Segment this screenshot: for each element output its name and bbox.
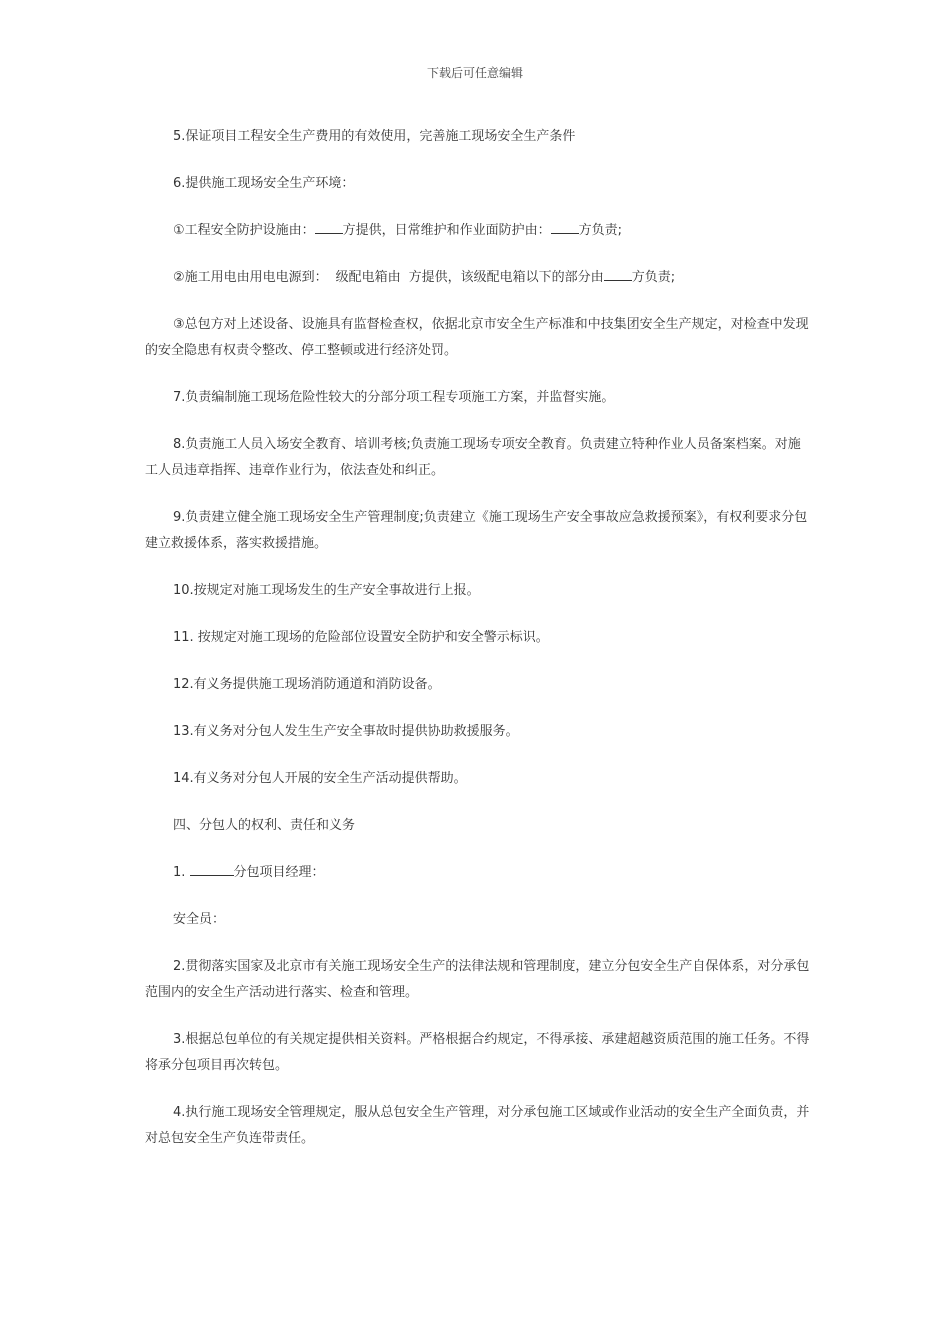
fill-blank xyxy=(604,265,632,281)
section-4-item-3: 3.根据总包单位的有关规定提供相关资料。严格根据合约规定，不得承接、承建超越资质范围的施工任务。不得将承分包项目再次转包。 xyxy=(145,1032,810,1073)
fill-blank xyxy=(551,218,579,234)
paragraph-11: 11. 按规定对施工现场的危险部位设置安全防护和安全警示标识。 xyxy=(173,630,549,645)
page-header: 下载后可任意编辑 xyxy=(426,66,523,80)
section-4-safety-officer: 安全员： xyxy=(173,912,226,927)
paragraph-13: 13.有义务对分包人发生生产安全事故时提供协助救援服务。 xyxy=(173,724,519,739)
paragraph-6a-part1: ①工程安全防护设施由： xyxy=(173,223,315,238)
paragraph-9: 9.负责建立健全施工现场安全生产管理制度;负责建立《施工现场生产安全事故应急救援预案》，有权利要求分包建立救援体系，落实救援措施。 xyxy=(145,510,808,551)
paragraph-6: 6.提供施工现场安全生产环境： xyxy=(173,176,355,191)
section-4-item-1-label: 分包项目经理： xyxy=(233,865,325,880)
section-4-item-1 xyxy=(145,860,810,886)
fill-blank xyxy=(315,218,343,234)
paragraph-8: 8.负责施工人员入场安全教育、培训考核;负责施工现场专项安全教育。负责建立特种作业人员备案档案。对施工人员违章指挥、违章作业行为，依法查处和纠正。 xyxy=(145,437,801,478)
section-4-title: 四、分包人的权利、责任和义务 xyxy=(173,818,356,833)
paragraph-6b-part2: 级配电箱由 xyxy=(335,270,401,285)
paragraph-10: 10.按规定对施工现场发生的生产安全事故进行上报。 xyxy=(173,583,480,598)
paragraph-5: 5.保证项目工程安全生产费用的有效使用，完善施工现场安全生产条件 xyxy=(173,129,576,144)
paragraph-6a-part3: 方负责; xyxy=(578,223,623,238)
paragraph-6b xyxy=(145,265,810,291)
paragraph-6a-part2: 方提供，日常维护和作业面防护由： xyxy=(342,223,551,238)
paragraph-6c: ③总包方对上述设备、设施具有监督检查权，依据北京市安全生产标准和中技集团安全生产规定，对检查中发现的安全隐患有权责令整改、停工整顿或进行经济处罚。 xyxy=(145,317,809,358)
paragraph-6a xyxy=(145,218,810,244)
paragraph-7: 7.负责编制施工现场危险性较大的分部分项工程专项施工方案，并监督实施。 xyxy=(173,390,615,405)
paragraph-6b-part3: 方提供，该级配电箱以下的部分由 xyxy=(408,270,604,285)
paragraph-12: 12.有义务提供施工现场消防通道和消防设备。 xyxy=(173,677,441,692)
paragraph-6b-part1: ②施工用电由用电电源到： xyxy=(173,270,328,285)
section-4-item-4: 4.执行施工现场安全管理规定，服从总包安全生产管理，对分承包施工区域或作业活动的安全生产全面负责，并对总包安全生产负连带责任。 xyxy=(145,1105,810,1146)
paragraph-6b-part4: 方负责; xyxy=(631,270,676,285)
paragraph-14: 14.有义务对分包人开展的安全生产活动提供帮助。 xyxy=(173,771,467,786)
section-4-item-1-number: 1. xyxy=(173,865,190,880)
fill-blank xyxy=(190,860,234,876)
document-body xyxy=(145,124,810,1173)
section-4-item-2: 2.贯彻落实国家及北京市有关施工现场安全生产的法律法规和管理制度，建立分包安全生产自保体系，对分承包范围内的安全生产活动进行落实、检查和管理。 xyxy=(145,959,810,1000)
